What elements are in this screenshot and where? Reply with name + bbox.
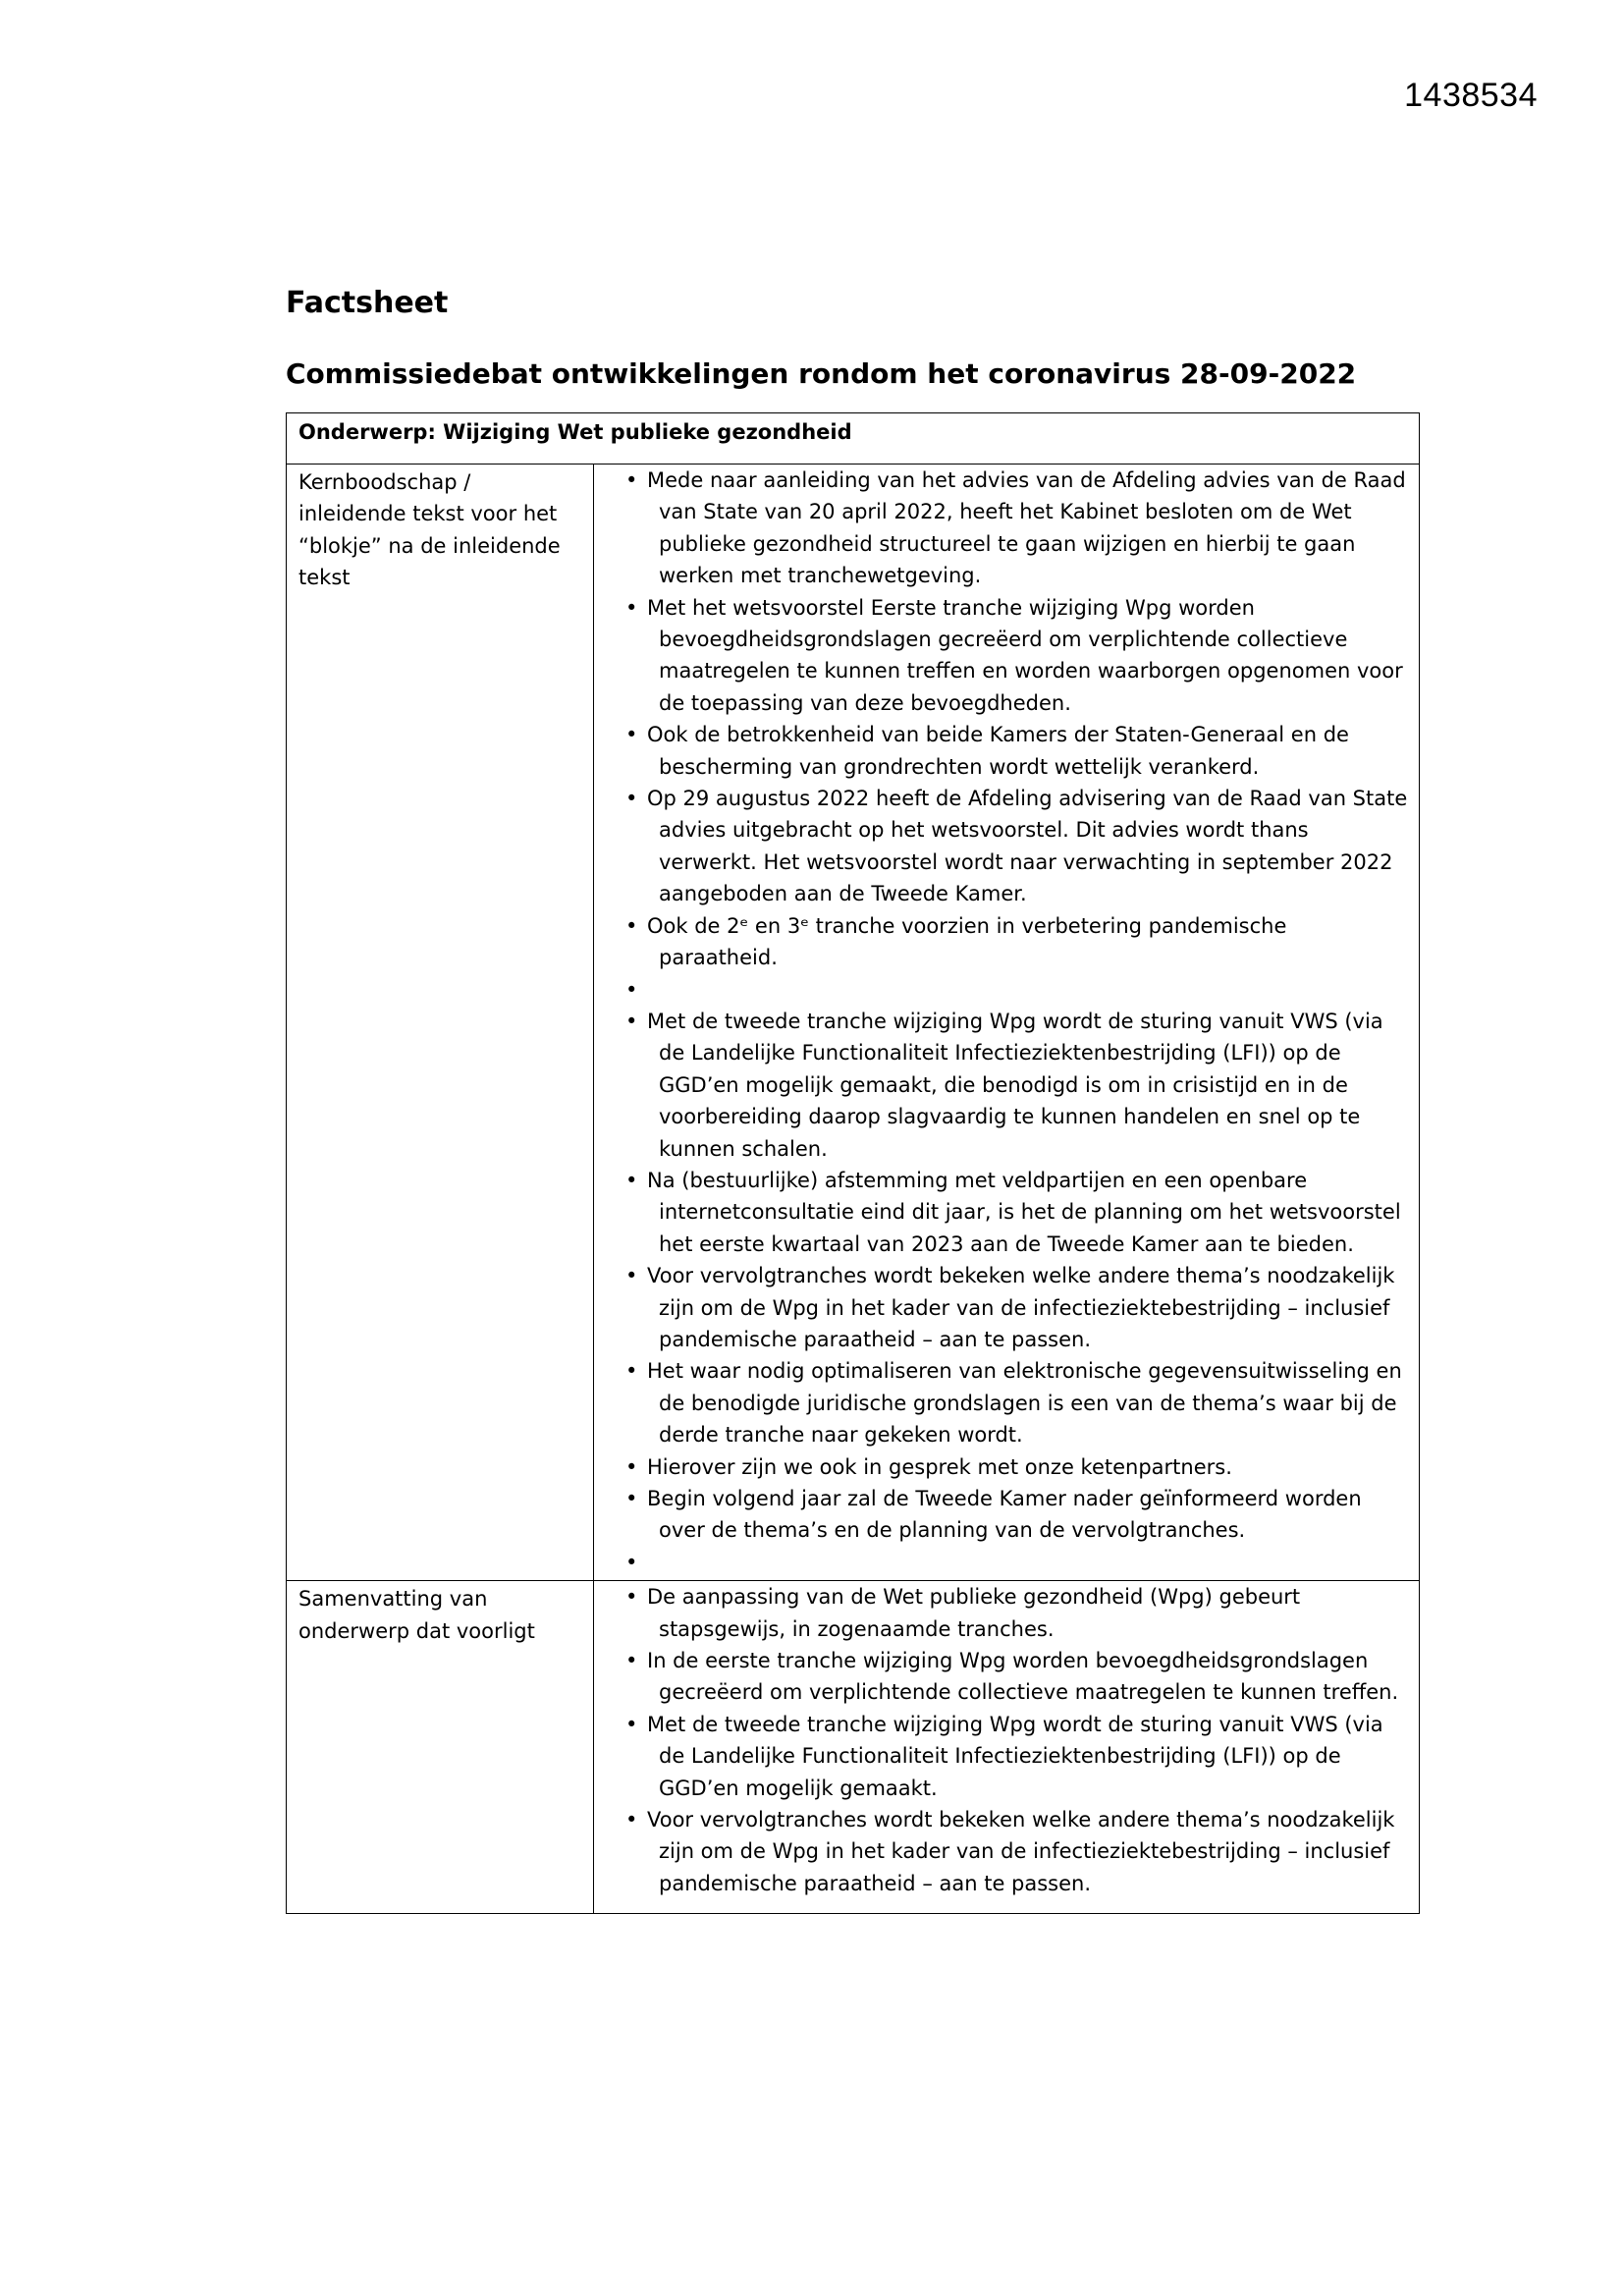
list-item: • Ook de betrokkenheid van beide Kamers der Staten-Generaal en de bescherming van grondrechten wordt wettelijk verankerd. [625,723,1349,779]
list-item: • Het waar nodig optimaliseren van elektronische gegevensuitwisseling en de benodigde juridische grondslagen is een van de thema’s waar bij de derde tranche naar gekeken wordt. [625,1359,1402,1448]
list-item: • Met de tweede tranche wijziging Wpg wordt de sturing vanuit VWS (via de Landelijke Functionaliteit Infectieziektenbestrijding (LFI)) op de GGD’en mogelijk gemaakt. [625,1712,1383,1800]
factsheet-table [286,412,1420,1914]
table-header-row [287,413,1420,465]
list-item: • Voor vervolgtranches wordt bekeken welke andere thema’s noodzakelijk zijn om de Wpg in het kader van de infectieziektebestrijding – inclusief pandemische paraatheid – aan te passen. [625,1808,1395,1895]
row-content-kernboodschap [594,465,1420,1581]
list-item: • Mede naar aanleiding van het advies van de Afdeling advies van de Raad van State van 20 april 2022, heeft het Kabinet besloten om de Wet publieke gezondheid structureel te gaan wijzigen en hierbij te gaan werken met tranchewetgeving. [625,468,1406,588]
list-item: • Op 29 augustus 2022 heeft de Afdeling advisering van de Raad van State advies uitgebracht op het wetsvoorstel. Dit advies wordt thans verwerkt. Het wetsvoorstel wordt naar verwachting in september 2022 aangeboden aan de Tweede Kamer. [625,787,1408,906]
list-item-empty: • [625,977,638,1002]
list-item: • Na (bestuurlijke) afstemming met veldpartijen en een openbare internetconsultatie eind dit jaar, is het de planning om het wetsvoorstel het eerste kwartaal van 2023 aan de Tweede Kamer aan te bieden. [625,1168,1401,1256]
list-item-empty: • [625,1550,638,1574]
row-content-samenvatting [594,1581,1420,1914]
list-item: • Met het wetsvoorstel Eerste tranche wijziging Wpg worden bevoegdheidsgrondslagen gecreëerd om verplichtende collectieve maatregelen te kunnen treffen en worden waarborgen opgenomen voor de toepassing van deze bevoegdheden. [625,595,1403,715]
bullet-list-samenvatting [604,1581,1411,1899]
row-label-kernboodschap: Kernboodschap / inleidende tekst voor het “blokje” na de inleidende tekst [287,465,594,1581]
list-item: • De aanpassing van de Wet publieke gezondheid (Wpg) gebeurt stapsgewijs, in zogenaamde tranches. [625,1585,1301,1641]
list-item: • Begin volgend jaar zal de Tweede Kamer nader geïnformeerd worden over de thema’s en de planning van de vervolgtranches. [625,1487,1362,1543]
list-item: • Ook de 2ᵉ en 3ᵉ tranche voorzien in verbetering pandemische paraatheid. [625,913,1287,970]
table-header: Onderwerp: Wijziging Wet publieke gezondheid [287,413,1420,465]
table-row-kernboodschap [287,465,1420,1581]
list-item: • Met de tweede tranche wijziging Wpg wordt de sturing vanuit VWS (via de Landelijke Functionaliteit Infectieziektenbestrijding (LFI)) op de GGD’en mogelijk gemaakt, die benodigd is om in crisistijd en in de voorbereiding daarop slagvaardig te kunnen handelen en snel op te kunnen schalen. [625,1009,1383,1161]
document-number: 1438534 [1404,77,1538,114]
page-subtitle: Commissiedebat ontwikkelingen rondom het coronavirus 28-09-2022 [286,357,1357,390]
list-item: • Voor vervolgtranches wordt bekeken welke andere thema’s noodzakelijk zijn om de Wpg in het kader van de infectieziektebestrijding – inclusief pandemische paraatheid – aan te passen. [625,1264,1395,1351]
list-item: • Hierover zijn we ook in gesprek met onze ketenpartners. [625,1454,1232,1479]
page-title: Factsheet [286,286,449,320]
list-item: • In de eerste tranche wijziging Wpg worden bevoegdheidsgrondslagen gecreëerd om verplichtende collectieve maatregelen te kunnen treffen. [625,1649,1399,1705]
table-row-samenvatting [287,1581,1420,1914]
bullet-list-kernboodschap [604,465,1411,1578]
row-label-samenvatting: Samenvatting van onderwerp dat voorligt [287,1581,594,1914]
